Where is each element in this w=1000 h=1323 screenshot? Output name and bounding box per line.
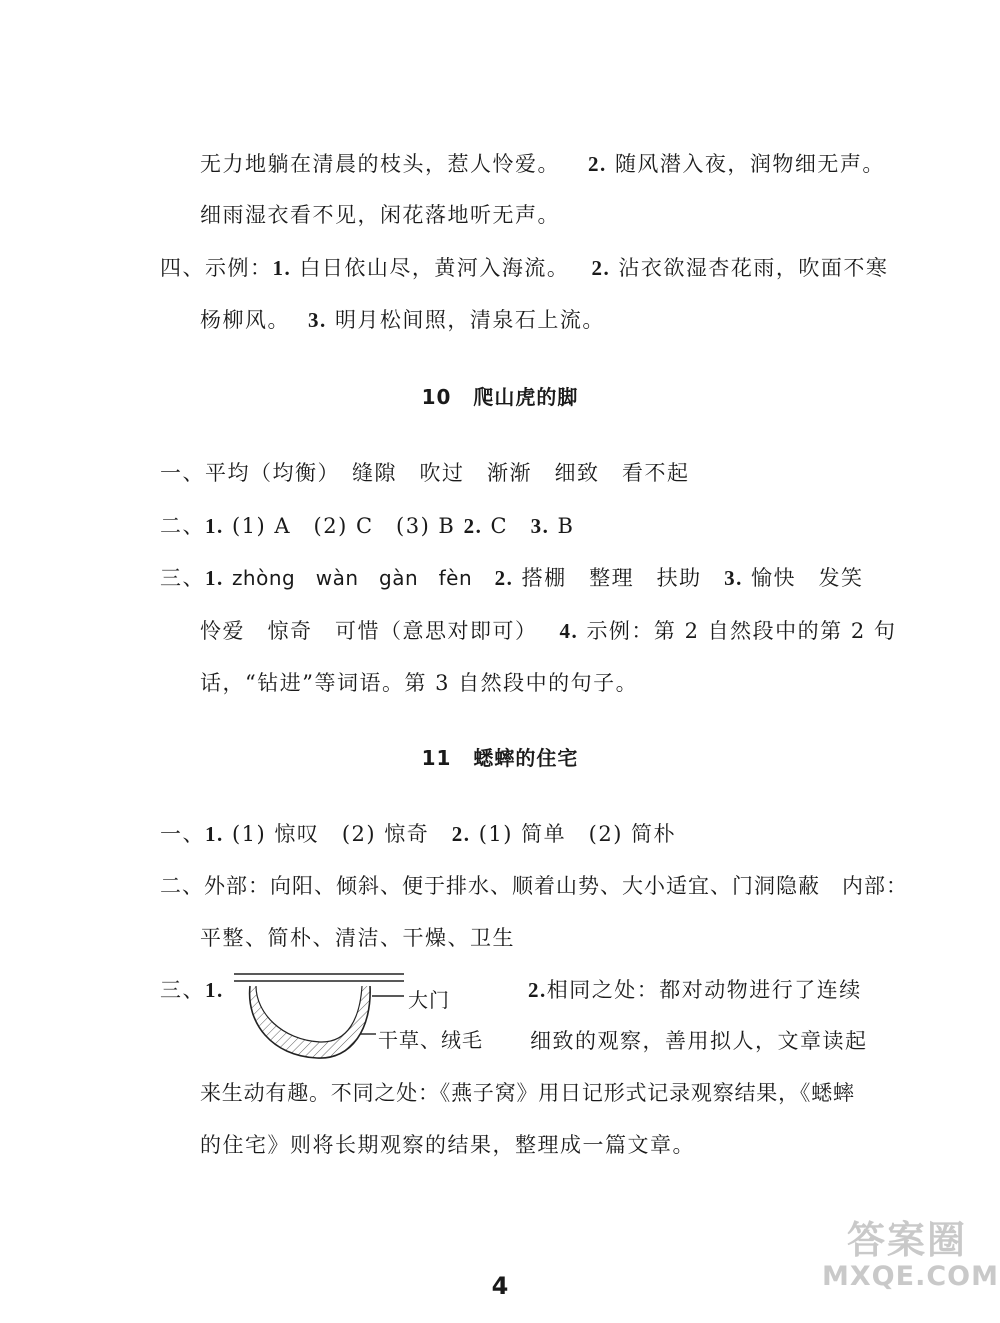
answer-line: 杨柳风。 3. 明月松间照，清泉石上流。 [200,308,605,332]
watermark-url: MXQE.COM [822,1261,999,1292]
answer-line: 来生动有趣。不同之处：《燕子窝》用日记形式记录观察结果，《蟋蟀 [200,1081,855,1105]
answer-line: 细致的观察，善用拟人，文章读起 [530,1029,868,1053]
page-number: 4 [491,1272,509,1300]
door-label: 大门 [408,988,450,1012]
answer-line: 一、1. (1) 惊叹 (2) 惊奇 2. (1) 简单 (2) 简朴 [160,822,677,846]
answer-line: 二、外部：向阳、倾斜、便于排水、顺着山势、大小适宜、门洞隐蔽 内部： [160,874,908,898]
section-heading: 11 蟋蟀的住宅 [421,746,579,770]
answer-line: 平整、简朴、清洁、干燥、卫生 [200,926,515,950]
watermark-logo: 答案圈 [846,1218,967,1262]
answer-line: 四、示例：1. 白日依山尽，黄河入海流。 2. 沾衣欲湿杏花雨，吹面不寒 [160,256,889,280]
answer-line: 三、1. zhòng wàn gàn fèn 2. 搭棚 整理 扶助 3. 愉快 发笑 [160,566,864,590]
answer-line: 一、平均（均衡） 缝隙 吹过 渐渐 细致 看不起 [160,461,690,485]
watermark [822,1218,999,1292]
answer-line: 2.相同之处：都对动物进行了连续 [528,978,862,1002]
answer-line: 二、1. (1) A (2) C (3) B 2. C 3. B [160,514,575,538]
answer-line: 怜爱 惊奇 可惜（意思对即可） 4. 示例：第 2 自然段中的第 2 句 [200,619,897,643]
nest-label: 干草、绒毛 [378,1028,483,1052]
answer-line: 细雨湿衣看不见，闲花落地听无声。 [200,203,560,227]
burrow-diagram [232,968,483,1067]
section-heading: 10 爬山虎的脚 [421,385,579,409]
answer-line: 三、1. [160,978,224,1002]
answer-line: 无力地躺在清晨的枝头，惹人怜爱。 2. 随风潜入夜，润物细无声。 [200,152,885,176]
answer-line: 的住宅》则将长期观察的结果，整理成一篇文章。 [200,1133,695,1157]
answer-line: 话，“钻进”等词语。第 3 自然段中的句子。 [200,671,639,695]
